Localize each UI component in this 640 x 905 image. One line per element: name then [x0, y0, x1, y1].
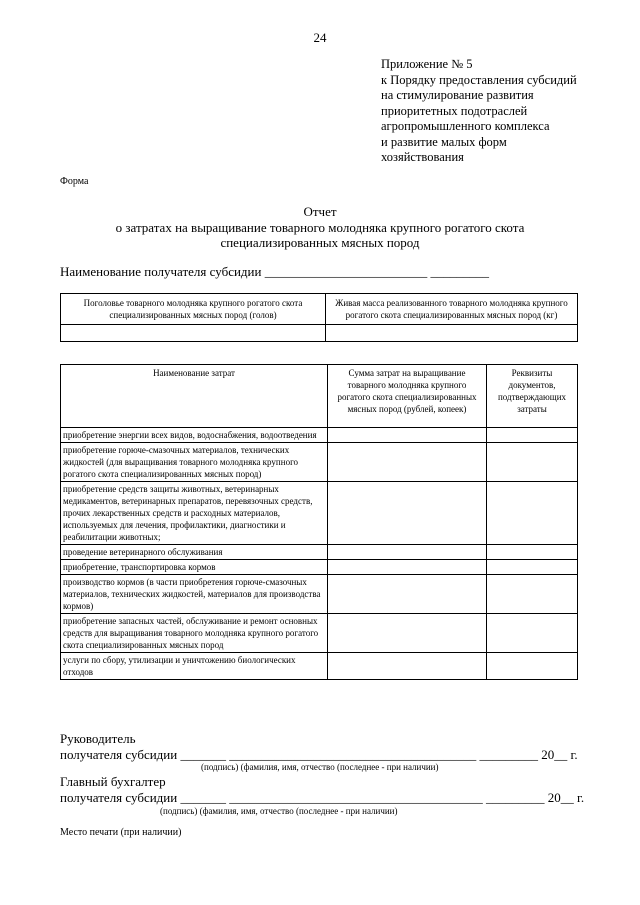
table-row: [61, 545, 578, 560]
appendix-line: и развитие малых форм: [381, 134, 507, 149]
costs-table: [60, 364, 578, 680]
input-cell[interactable]: [487, 653, 578, 680]
head-signature-caption: (подпись) (фамилия, имя, отчество (последнее - при наличии): [201, 762, 439, 772]
report-title: [0, 204, 640, 251]
appendix-line: агропромышленного комплекса: [381, 119, 550, 133]
table-header-row: [61, 294, 578, 325]
input-cell[interactable]: [487, 614, 578, 653]
appendix-line: приоритетных подотраслей: [381, 103, 528, 118]
table-row: [61, 428, 578, 443]
cost-item: приобретение средств защиты животных, ветеринарных медикаментов, ветеринарных препаратов, перевязочных средств, прочих лекарственных средств и расходных материалов, используемых для лечения, профилактики, диагностики и реабилитации животных;: [61, 482, 328, 545]
input-cell[interactable]: [487, 443, 578, 482]
cost-item: производство кормов (в части приобретения горюче-смазочных материалов, технических жидкостей, материалов для производства кормов): [61, 575, 328, 614]
table-row: [61, 482, 578, 545]
table-row: [61, 560, 578, 575]
table-header-cell: Наименование затрат: [61, 365, 328, 428]
accountant-signature-caption: (подпись) (фамилия, имя, отчество (последнее - при наличии): [160, 806, 398, 816]
table-header-row: [61, 365, 578, 428]
table-header-cell: Реквизиты документов, подтверждающих затраты: [487, 365, 578, 428]
cost-item: проведение ветеринарного обслуживания: [61, 545, 328, 560]
input-cell[interactable]: [61, 325, 326, 342]
input-cell[interactable]: [326, 325, 578, 342]
form-label: Форма: [60, 176, 89, 187]
table-row: [61, 614, 578, 653]
cost-item: приобретение, транспортировка кормов: [61, 560, 328, 575]
table-row: [61, 443, 578, 482]
input-cell[interactable]: [328, 482, 487, 545]
head-title: Руководитель: [60, 731, 136, 746]
cost-item: приобретение запасных частей, обслуживание и ремонт основных средств для выращивания товарного молодняка крупного рогатого скота специализированных мясных пород: [61, 614, 328, 653]
cost-item: приобретение горюче-смазочных материалов, технических жидкостей (для выращивания товарного молодняка крупного рогатого скота специализированных мясных пород): [61, 443, 328, 482]
table-row: [61, 325, 578, 342]
appendix-line: хозяйствования: [381, 150, 464, 164]
input-cell[interactable]: [328, 443, 487, 482]
title-line: специализированных мясных пород: [220, 235, 420, 250]
input-cell[interactable]: [328, 653, 487, 680]
table-row: [61, 653, 578, 680]
head-signature-line[interactable]: получателя субсидии _______ ______________________________________ _________ 20__ г.: [60, 747, 578, 762]
input-cell[interactable]: [328, 614, 487, 653]
input-cell[interactable]: [487, 428, 578, 443]
input-cell[interactable]: [487, 545, 578, 560]
page-number: 24: [313, 30, 327, 45]
input-cell[interactable]: [487, 560, 578, 575]
title-line: о затратах на выращивание товарного молодняка крупного рогатого скота: [115, 219, 525, 235]
title-line: Отчет: [303, 204, 337, 219]
input-cell[interactable]: [487, 575, 578, 614]
appendix-line: Приложение № 5: [381, 57, 473, 71]
table-row: [61, 575, 578, 614]
input-cell[interactable]: [328, 545, 487, 560]
input-cell[interactable]: [328, 428, 487, 443]
livestock-table: [60, 293, 578, 342]
cost-item: приобретение энергии всех видов, водоснабжения, водоотведения: [61, 428, 328, 443]
accountant-title: Главный бухгалтер: [60, 774, 166, 789]
input-cell[interactable]: [328, 560, 487, 575]
appendix-line: к Порядку предоставления субсидий: [381, 72, 577, 87]
cost-item: услуги по сбору, утилизации и уничтожению биологических отходов: [61, 653, 328, 680]
recipient-name-field[interactable]: Наименование получателя субсидии _________________________ _________: [60, 264, 489, 279]
appendix-line: на стимулирование развития: [381, 88, 534, 102]
table-header-cell: Сумма затрат на выращивание товарного молодняка крупного рогатого скота специализированных мясных пород (рублей, копеек): [328, 365, 487, 428]
table-header-cell: Живая масса реализованного товарного молодняка крупного рогатого скота специализированных мясных пород (кг): [326, 294, 578, 325]
accountant-signature-line[interactable]: получателя субсидии _______ _______________________________________ _________ 20__ г.: [60, 790, 585, 805]
stamp-note: Место печати (при наличии): [60, 827, 182, 838]
table-header-cell: Поголовье товарного молодняка крупного рогатого скота специализированных мясных пород (голов): [61, 294, 326, 325]
input-cell[interactable]: [328, 575, 487, 614]
input-cell[interactable]: [487, 482, 578, 545]
appendix-block: [381, 57, 577, 166]
